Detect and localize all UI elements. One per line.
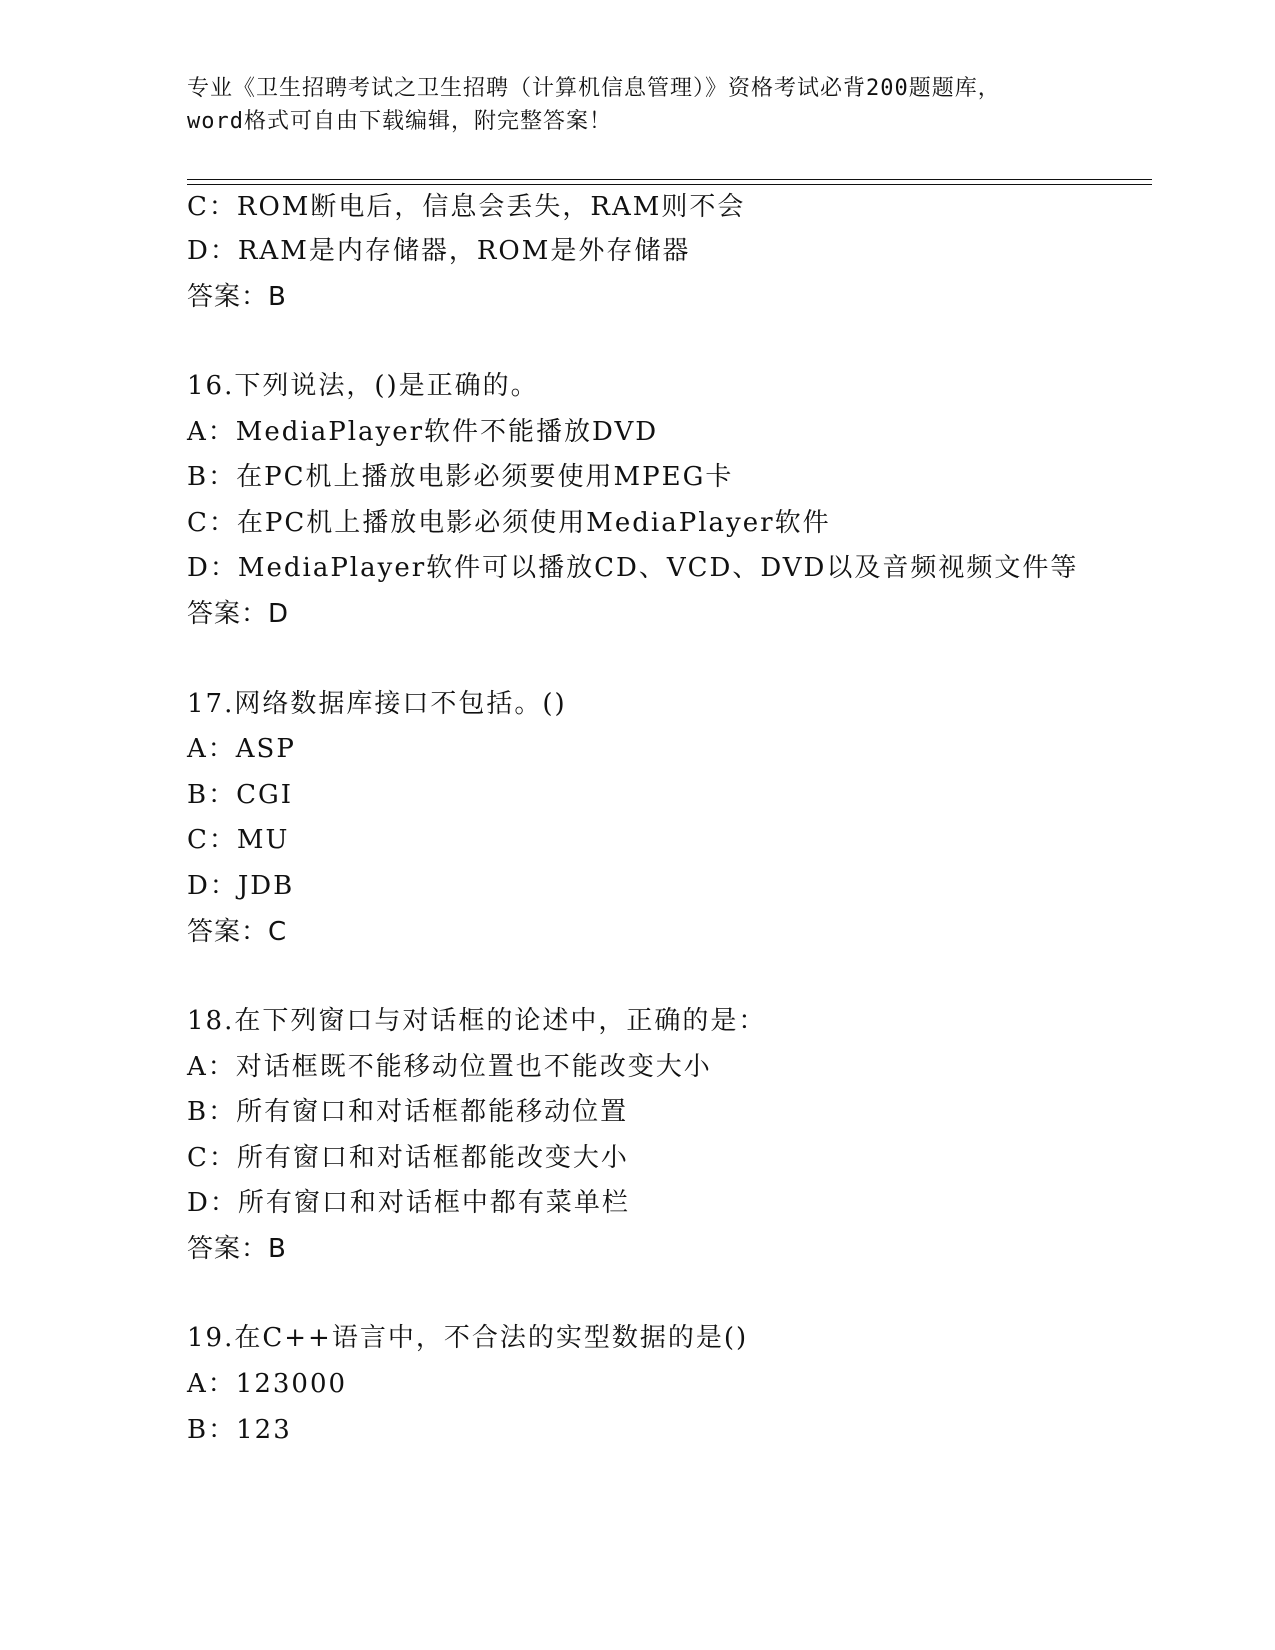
q16-question: 16.下列说法，()是正确的。 bbox=[187, 371, 539, 401]
q16-option-d: D：MediaPlayer软件可以播放CD、VCD、DVD以及音频视频文件等 bbox=[187, 553, 1079, 583]
header-line-2: word格式可自由下载编辑，附完整答案！ bbox=[187, 109, 612, 134]
q19-option-a: A：123000 bbox=[187, 1369, 348, 1399]
q16-option-a: A：MediaPlayer软件不能播放DVD bbox=[187, 417, 659, 447]
q17-question: 17.网络数据库接口不包括。() bbox=[187, 689, 567, 719]
q17-option-b: B：CGI bbox=[187, 780, 294, 810]
q19-question: 19.在C++语言中，不合法的实型数据的是() bbox=[187, 1323, 749, 1353]
q18-option-a: A：对话框既不能移动位置也不能改变大小 bbox=[187, 1052, 712, 1082]
q15-option-c: C：ROM断电后，信息会丢失，RAM则不会 bbox=[187, 192, 746, 222]
q17-option-d: D：JDB bbox=[187, 871, 295, 901]
q16-answer: 答案：D bbox=[187, 599, 290, 629]
q18-question: 18.在下列窗口与对话框的论述中，正确的是： bbox=[187, 1006, 767, 1036]
q17-answer: 答案：C bbox=[187, 917, 288, 947]
header-line-1: 专业《卫生招聘考试之卫生招聘（计算机信息管理）》资格考试必背200题题库， bbox=[187, 76, 1001, 101]
header-rule-bottom bbox=[187, 184, 1152, 185]
q16-option-b: B：在PC机上播放电影必须要使用MPEG卡 bbox=[187, 462, 734, 492]
q18-option-d: D：所有窗口和对话框中都有菜单栏 bbox=[187, 1188, 630, 1218]
q18-option-b: B：所有窗口和对话框都能移动位置 bbox=[187, 1097, 629, 1127]
q17-option-a: A：ASP bbox=[187, 734, 296, 764]
header-rule-top bbox=[187, 179, 1152, 180]
q15-option-d: D：RAM是内存储器，ROM是外存储器 bbox=[187, 236, 691, 266]
q19-option-b: B：123 bbox=[187, 1415, 292, 1445]
q17-option-c: C：MU bbox=[187, 825, 290, 855]
q18-answer: 答案：B bbox=[187, 1234, 287, 1264]
q18-option-c: C：所有窗口和对话框都能改变大小 bbox=[187, 1143, 629, 1173]
q16-option-c: C：在PC机上播放电影必须使用MediaPlayer软件 bbox=[187, 508, 831, 538]
document-header bbox=[187, 72, 1087, 138]
q15-answer: 答案：B bbox=[187, 282, 287, 312]
